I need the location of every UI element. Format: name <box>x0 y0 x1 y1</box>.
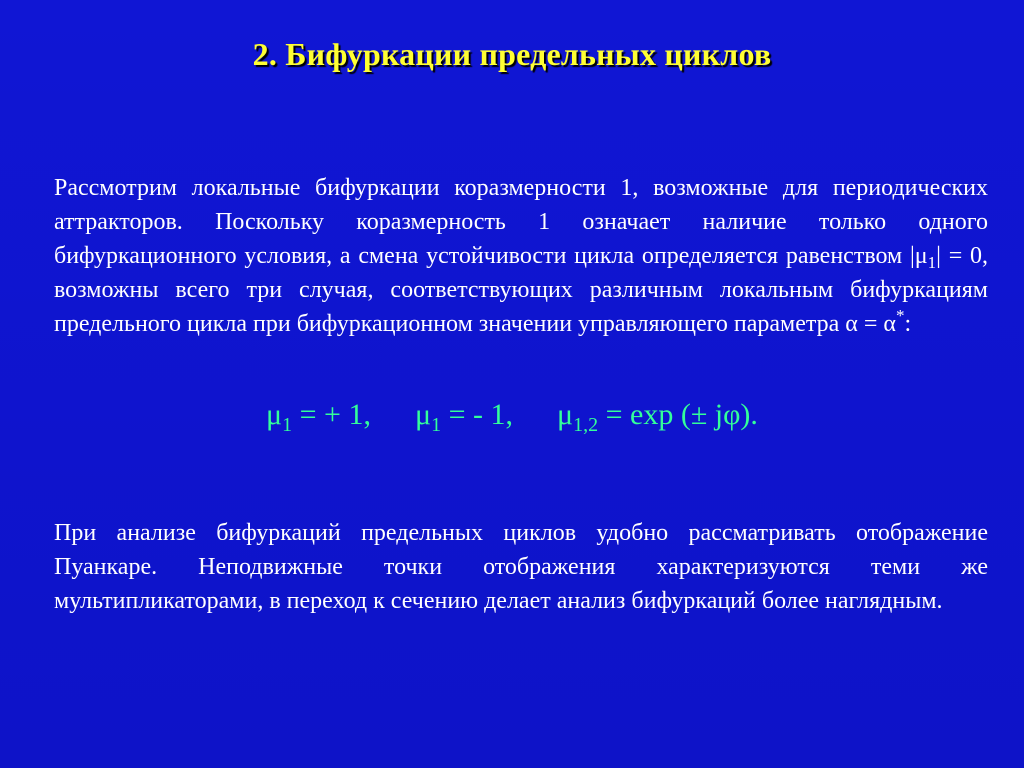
paragraph-intro <box>54 171 988 341</box>
formula-rest-3: = exp (± jφ). <box>598 398 758 431</box>
formula-sub-2: 1 <box>431 414 442 436</box>
formula-rest-1: = + 1, <box>292 398 371 431</box>
slide-title: 2. Бифуркации предельных циклов <box>252 36 772 72</box>
formula-sub-3: 1,2 <box>573 414 599 436</box>
formula-mu-2: μ <box>414 398 432 431</box>
multiplier-formula <box>0 398 1024 436</box>
formula-sub-1: 1 <box>282 414 293 436</box>
mu-subscript: 1 <box>927 253 937 272</box>
paragraph-intro-text-end: : <box>904 311 912 337</box>
paragraph-intro-text-b: | = 0, возможны всего три случая, соответствующих различным локальным бифуркациям предельного цикла при бифуркационном значении управляющего параметра α = α <box>54 243 989 337</box>
formula-rest-2: = - 1, <box>441 398 513 431</box>
alpha-superscript: * <box>896 306 905 325</box>
paragraph-poincare: При анализе бифуркаций предельных циклов удобно рассматривать отображение Пуанкаре. Неподвижные точки отображения характеризуются теми же мультипликаторами, в переход к сечению делает анализ бифуркаций более наглядным. <box>54 520 988 614</box>
formula-mu-1: μ <box>266 398 283 431</box>
formula-mu-3: μ <box>557 398 574 431</box>
paragraph-intro-text-a: Рассмотрим локальные бифуркации коразмерности 1, возможные для периодических аттракторов. Поскольку коразмерность 1 означает наличие только одного бифуркационного условия, а смена устойчивости цикла определяется равенством |μ <box>54 175 988 269</box>
